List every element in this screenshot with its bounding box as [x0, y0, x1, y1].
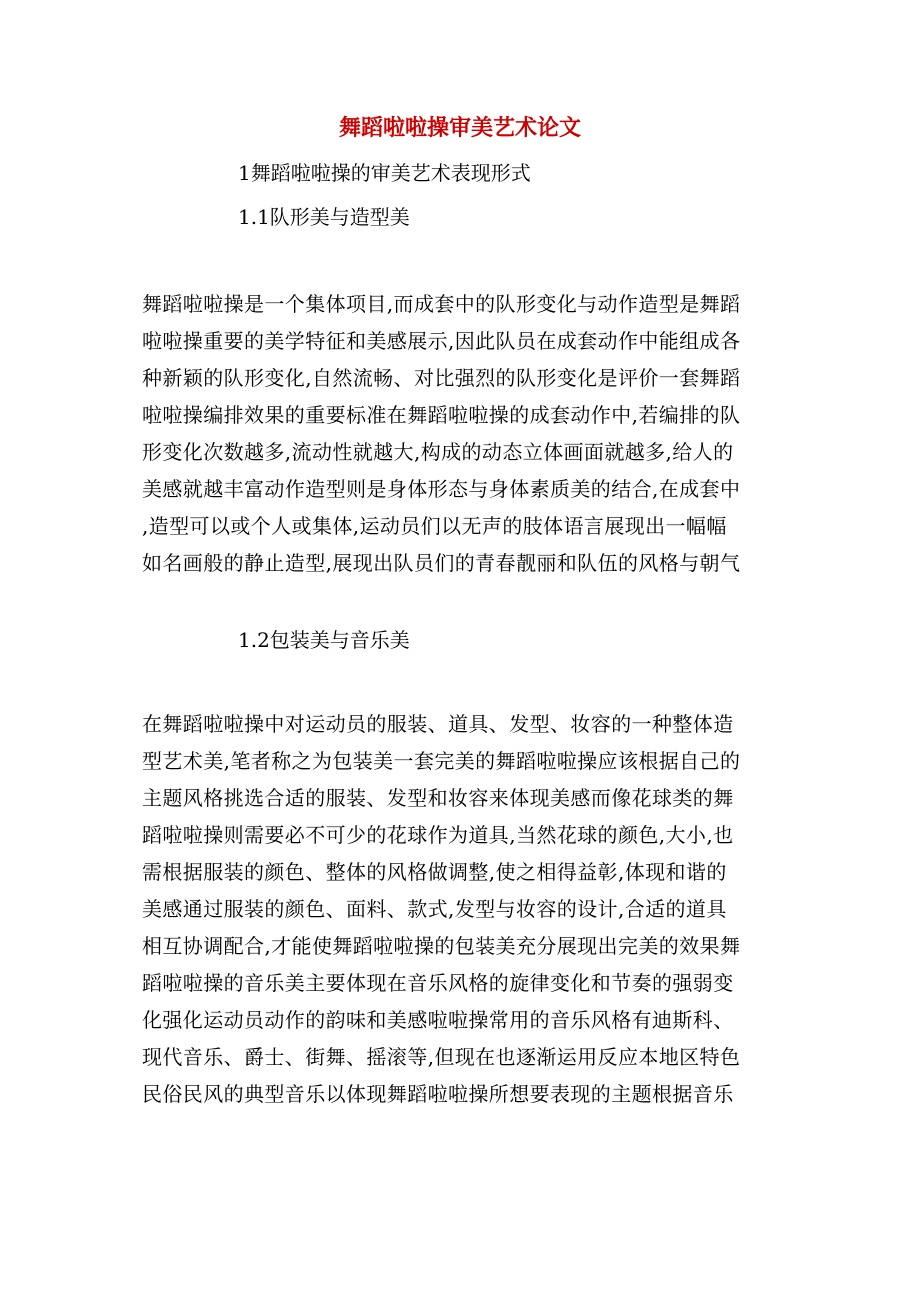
paragraph-line: 形变化次数越多,流动性就越大,构成的动态立体画面就越多,给人的 [142, 440, 734, 464]
paragraph-line: 种新颖的队形变化,自然流畅、对比强烈的队形变化是评价一套舞蹈 [142, 366, 741, 390]
paragraph-line: 现代音乐、爵士、街舞、摇滚等,但现在也逐渐运用反应本地区特色 [142, 1045, 741, 1069]
document-title: 舞蹈啦啦操审美艺术论文 [338, 115, 581, 141]
paragraph-line: 化强化运动员动作的韵味和美感啦啦操常用的音乐风格有迪斯科、 [142, 1008, 734, 1032]
paragraph-line: 舞蹈啦啦操是一个集体项目,而成套中的队形变化与动作造型是舞蹈 [142, 292, 741, 316]
paragraph-line: 蹈啦啦操的音乐美主要体现在音乐风格的旋律变化和节奏的强弱变 [142, 971, 734, 995]
paragraph-line: 美感通过服装的颜色、面料、款式,发型与妆容的设计,合适的道具 [142, 897, 727, 921]
paragraph-formation [142, 286, 782, 582]
paragraph-line: 啦啦操重要的美学特征和美感展示,因此队员在成套动作中能组成各 [142, 329, 741, 353]
subsection-heading-formation: 1.1队形美与造型美 [238, 205, 410, 229]
paragraph-line: 主题风格挑选合适的服装、发型和妆容来体现美感而像花球类的舞 [142, 786, 734, 810]
section-heading: 1舞蹈啦啦操的审美艺术表现形式 [238, 161, 531, 185]
paragraph-line: 蹈啦啦操则需要必不可少的花球作为道具,当然花球的颜色,大小,也 [142, 823, 734, 847]
paragraph-line: 啦啦操编排效果的重要标准在舞蹈啦啦操的成套动作中,若编排的队 [142, 403, 741, 427]
paragraph-line: 相互协调配合,才能使舞蹈啦啦操的包装美充分展现出完美的效果舞 [142, 934, 741, 958]
paragraph-line: 民俗民风的典型音乐以体现舞蹈啦啦操所想要表现的主题根据音乐 [142, 1082, 734, 1106]
paragraph-line: 型艺术美,笔者称之为包装美一套完美的舞蹈啦啦操应该根据自己的 [142, 749, 741, 773]
paragraph-line: 需根据服装的颜色、整体的风格做调整,使之相得益彰,体现和谐的 [142, 860, 727, 884]
paragraph-line: ,造型可以或个人或集体,运动员们以无声的肢体语言展现出一幅幅 [142, 514, 727, 538]
paragraph-packaging [142, 706, 782, 1113]
paragraph-line: 美感就越丰富动作造型则是身体形态与身体素质美的结合,在成套中 [142, 477, 741, 501]
subsection-heading-packaging: 1.2包装美与音乐美 [238, 628, 410, 652]
paragraph-line: 如名画般的静止造型,展现出队员们的青春靓丽和队伍的风格与朝气 [142, 551, 741, 575]
paragraph-line: 在舞蹈啦啦操中对运动员的服装、道具、发型、妆容的一种整体造 [142, 712, 734, 736]
